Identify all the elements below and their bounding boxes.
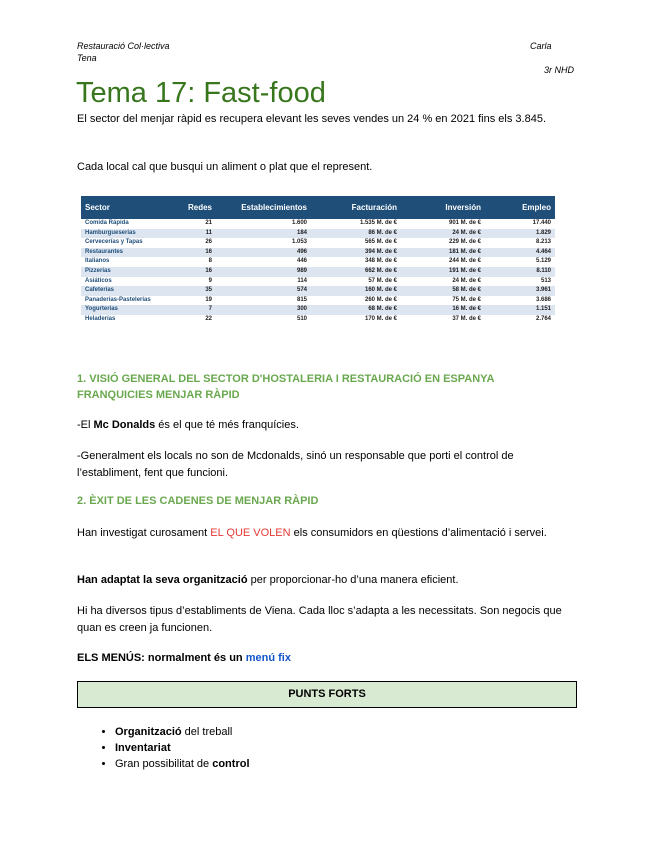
organization-paragraph xyxy=(77,572,567,589)
table-header-cell: Empleo xyxy=(485,196,555,219)
table-cell: 3.686 xyxy=(535,296,551,303)
list-item xyxy=(115,740,250,756)
table-cell: 17.440 xyxy=(532,220,551,226)
table-cell: 4.464 xyxy=(485,248,555,258)
strengths-box: PUNTS FORTS xyxy=(77,681,577,708)
table-row xyxy=(81,248,555,258)
text-span: -El xyxy=(77,419,94,431)
table-cell: 9 xyxy=(208,277,212,284)
table-cell-sector: Italianos xyxy=(85,258,110,265)
list-item-text: del treball xyxy=(181,726,233,738)
table-cell: 58 M. de € xyxy=(401,286,485,296)
highlight-red: EL QUE VOLEN xyxy=(210,527,291,539)
table-cell: 1.535 M. de € xyxy=(359,220,397,226)
table-row xyxy=(81,267,555,277)
text-span: per proporcionar-ho d’una manera eficient. xyxy=(247,574,459,586)
table-cell-sector: Restaurantes xyxy=(81,248,176,258)
strengths-list xyxy=(95,724,250,772)
list-item-text: Gran possibilitat de xyxy=(115,758,213,770)
table-cell: 22 xyxy=(205,315,212,322)
header-left xyxy=(77,40,170,64)
table-cell: 16 xyxy=(176,267,216,277)
research-paragraph xyxy=(77,525,567,542)
table-cell: 513 xyxy=(540,277,551,284)
table-cell: 26 xyxy=(205,239,212,246)
table-cell: 8.213 xyxy=(535,239,551,246)
table-row xyxy=(81,219,555,229)
intro-paragraph-2: Cada local cal que busqui un aliment o plat que el represent. xyxy=(77,161,373,173)
table-cell: 574 xyxy=(216,286,311,296)
table-cell: 5.129 xyxy=(535,258,551,265)
table-cell: 1.600 xyxy=(291,220,307,226)
table-cell-sector: Cafeterías xyxy=(81,286,176,296)
table-cell: 446 xyxy=(296,258,307,265)
list-item xyxy=(115,756,250,772)
table-cell: 8 xyxy=(208,258,212,265)
header-surname: Tena xyxy=(77,53,97,63)
page-title: Tema 17: Fast-food xyxy=(76,77,326,109)
table-cell: 1.053 xyxy=(291,239,307,246)
table-cell: 1.829 xyxy=(485,229,555,239)
table-cell: 2.764 xyxy=(535,315,551,322)
list-item-bold: Organització xyxy=(115,726,182,738)
table-row xyxy=(81,286,555,296)
table-cell: 35 xyxy=(176,286,216,296)
table-cell: 24 M. de € xyxy=(452,277,481,284)
table-header-row xyxy=(81,196,555,219)
table-cell: 662 M. de € xyxy=(311,267,401,277)
list-item-bold: control xyxy=(212,758,250,770)
text-span: Han investigat curosament xyxy=(77,527,211,539)
text-span: és el que té més franquícies. xyxy=(155,419,299,431)
table-cell: 300 xyxy=(216,305,311,315)
table-cell: 68 M. de € xyxy=(311,305,401,315)
table-row xyxy=(81,229,555,239)
text-span: els consumidors en qüestions d’alimentació i servei. xyxy=(290,527,547,539)
table-cell: 11 xyxy=(176,229,216,239)
table-cell: 24 M. de € xyxy=(401,229,485,239)
table-cell: 160 M. de € xyxy=(311,286,401,296)
organization-bold: Han adaptat la seva organització xyxy=(77,574,248,586)
table-cell-sector: Asiáticos xyxy=(85,277,112,284)
table-cell: 510 xyxy=(296,315,307,322)
table-row xyxy=(81,257,555,267)
table-cell: 191 M. de € xyxy=(401,267,485,277)
table-cell: 86 M. de € xyxy=(311,229,401,239)
fixed-menu-highlight: menú fix xyxy=(245,652,291,664)
table-cell: 184 xyxy=(216,229,311,239)
table-cell-sector: Yogurterías xyxy=(81,305,176,315)
header-course: Restauració Col·lectiva xyxy=(77,41,170,51)
table-cell: 901 M. de € xyxy=(448,220,481,226)
table-cell-sector: Heladerías xyxy=(85,315,116,322)
table-cell: 8.110 xyxy=(485,267,555,277)
table-row xyxy=(81,277,555,287)
table-cell-sector: Cervecerías y Tapas xyxy=(85,239,143,246)
table-cell: 7 xyxy=(176,305,216,315)
section-heading-1: 1. VISIÓ GENERAL DEL SECTOR D'HOSTALERIA I RESTAURACIÓ EN ESPANYA FRANQUICIES MENJAR RÀPID xyxy=(77,373,495,401)
table-header-cell: Inversión xyxy=(401,196,485,219)
menus-bold: ELS MENÚS: normalment és un xyxy=(77,652,246,664)
table-header-cell: Sector xyxy=(81,196,176,219)
list-item xyxy=(115,724,250,740)
table-cell: 181 M. de € xyxy=(401,248,485,258)
table-cell-sector: Hamburgueserías xyxy=(81,229,176,239)
table-row xyxy=(81,315,555,325)
table-cell: 37 M. de € xyxy=(452,315,481,322)
establishments-paragraph: Hi ha diversos tipus d’establiments de Viena. Cada lloc s’adapta a les necessitats. Son negocis que quan es creen ja funcionen. xyxy=(77,605,562,634)
section-heading-2: 2. ÈXIT DE LES CADENES DE MENJAR RÀPID xyxy=(77,495,319,507)
table-cell: 229 M. de € xyxy=(448,239,481,246)
table-header-cell: Redes xyxy=(176,196,216,219)
list-item-bold: Inventariat xyxy=(115,742,171,754)
table-cell: 348 M. de € xyxy=(364,258,397,265)
table-cell: 1.151 xyxy=(485,305,555,315)
table-cell: 260 M. de € xyxy=(364,296,397,303)
table-cell-sector: Panaderías-Pastelerías xyxy=(85,296,151,303)
franchise-paragraph: -Generalment els locals no son de Mcdonalds, sinó un responsable que porti el control de l’establiment, fent que funcioni. xyxy=(77,450,514,479)
header-group: 3r NHD xyxy=(544,65,575,75)
table-row xyxy=(81,305,555,315)
intro-paragraph: El sector del menjar ràpid es recupera elevant les seves vendes un 24 % en 2021 fins els 3.845. xyxy=(77,113,546,125)
table-row xyxy=(81,238,555,248)
franchise-table xyxy=(81,196,555,350)
table-cell: 496 xyxy=(216,248,311,258)
table-cell: 989 xyxy=(216,267,311,277)
table-header-cell: Facturación xyxy=(311,196,401,219)
table-cell: 244 M. de € xyxy=(448,258,481,265)
table-cell: 3.961 xyxy=(485,286,555,296)
table-cell: 815 xyxy=(296,296,307,303)
table-row xyxy=(81,296,555,306)
mcdonalds-paragraph xyxy=(77,417,567,434)
table-cell: 114 xyxy=(297,277,307,284)
table-cell: 16 M. de € xyxy=(401,305,485,315)
table-cell: 565 M. de € xyxy=(364,239,397,246)
table-cell: 75 M. de € xyxy=(452,296,481,303)
mcdonalds-bold: Mc Donalds xyxy=(93,419,156,431)
table-cell-sector: Comida Rápida xyxy=(85,220,129,226)
table-header-cell: Establecimientos xyxy=(216,196,311,219)
table-cell: 21 xyxy=(205,220,212,226)
table-cell: 16 xyxy=(176,248,216,258)
table-cell: 394 M. de € xyxy=(311,248,401,258)
table-cell-sector: Pizzerías xyxy=(81,267,176,277)
table-cell: 170 M. de € xyxy=(364,315,397,322)
table-cell: 57 M. de € xyxy=(368,277,397,284)
menus-paragraph xyxy=(77,650,567,667)
table-cell: 19 xyxy=(205,296,212,303)
header-student-name: Carla xyxy=(530,41,552,51)
